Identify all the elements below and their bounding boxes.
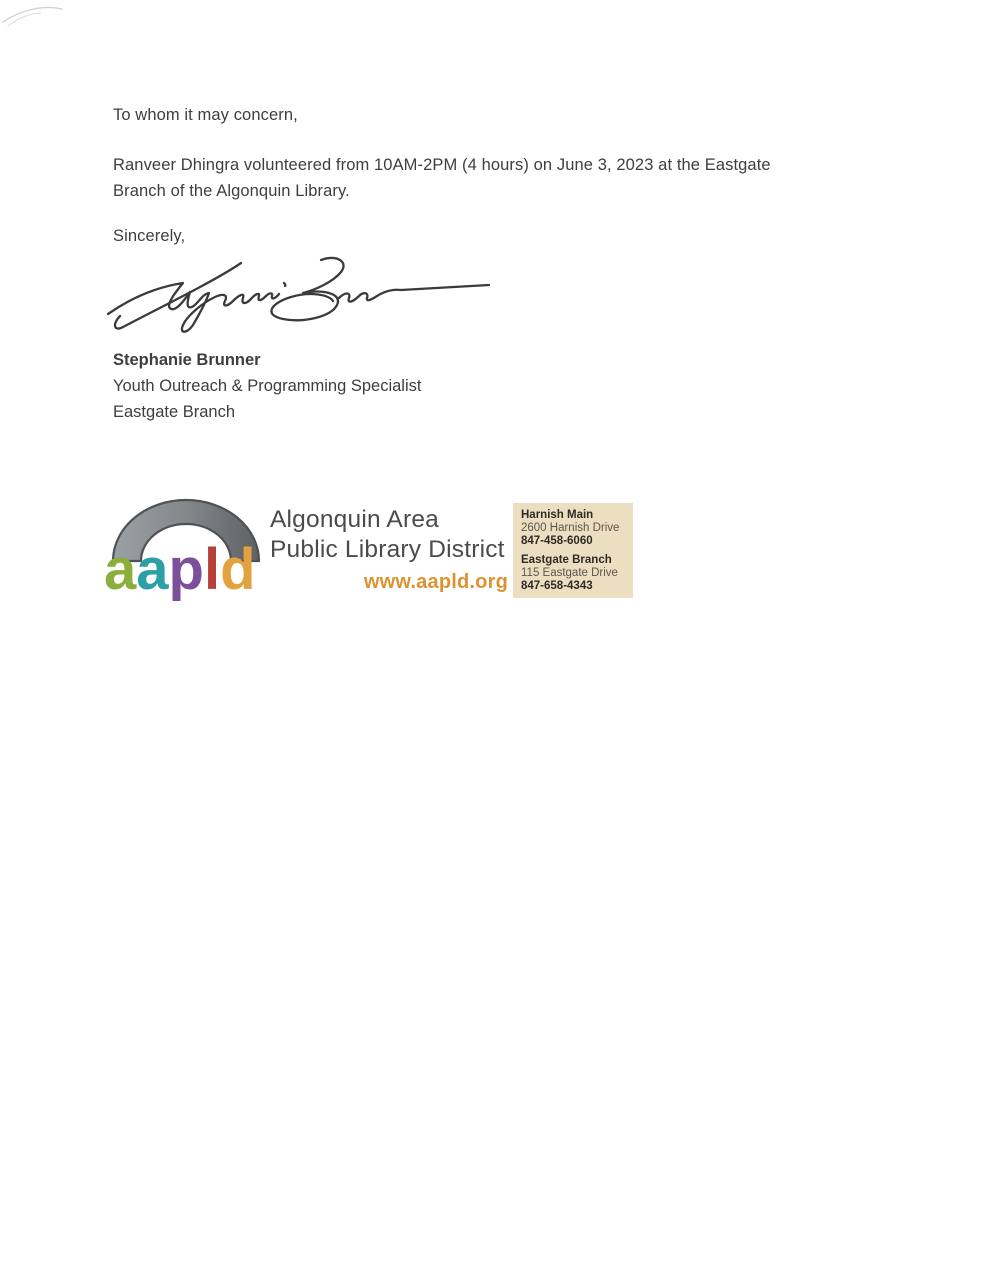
location-address: 2600 Harnish Drive xyxy=(521,522,620,534)
body-line-1: Ranveer Dhingra volunteered from 10AM-2PM (4 hours) on June 3, 2023 at the Eastgate xyxy=(113,156,771,174)
org-name-line1: Algonquin Area xyxy=(270,506,439,533)
scan-artifact xyxy=(0,0,90,40)
signer-name: Stephanie Brunner xyxy=(113,351,261,369)
location-name: Eastgate Branch xyxy=(521,554,612,566)
signature-image xyxy=(103,253,495,339)
location-phone: 847-658-4343 xyxy=(521,580,593,592)
body-paragraph xyxy=(113,153,771,204)
aapld-logo-word xyxy=(104,537,256,602)
body-line-2: Branch of the Algonquin Library. xyxy=(113,181,350,200)
signer-block xyxy=(113,347,421,425)
org-name xyxy=(270,505,505,564)
location-name: Harnish Main xyxy=(521,509,594,521)
signer-title: Youth Outreach & Programming Specialist xyxy=(113,377,422,395)
logo-letter-1-a: a xyxy=(136,537,169,602)
signer-branch: Eastgate Branch xyxy=(113,403,235,421)
location-phone: 847-458-6060 xyxy=(521,535,593,547)
logo-letter-2-p: p xyxy=(168,537,204,602)
contact-box xyxy=(513,503,633,598)
closing-text: Sincerely, xyxy=(113,227,186,245)
logo-letter-0-a: a xyxy=(104,537,137,602)
location-block-harnish xyxy=(521,509,625,548)
website-url: www.aapld.org xyxy=(363,571,508,593)
logo-letter-4-d: d xyxy=(220,537,256,602)
location-block-eastgate xyxy=(521,554,625,593)
location-address: 115 Eastgate Drive xyxy=(521,567,618,579)
org-name-line2: Public Library District xyxy=(270,535,505,563)
salutation-text: To whom it may concern, xyxy=(113,106,298,124)
logo-letter-3-l: l xyxy=(203,537,221,602)
